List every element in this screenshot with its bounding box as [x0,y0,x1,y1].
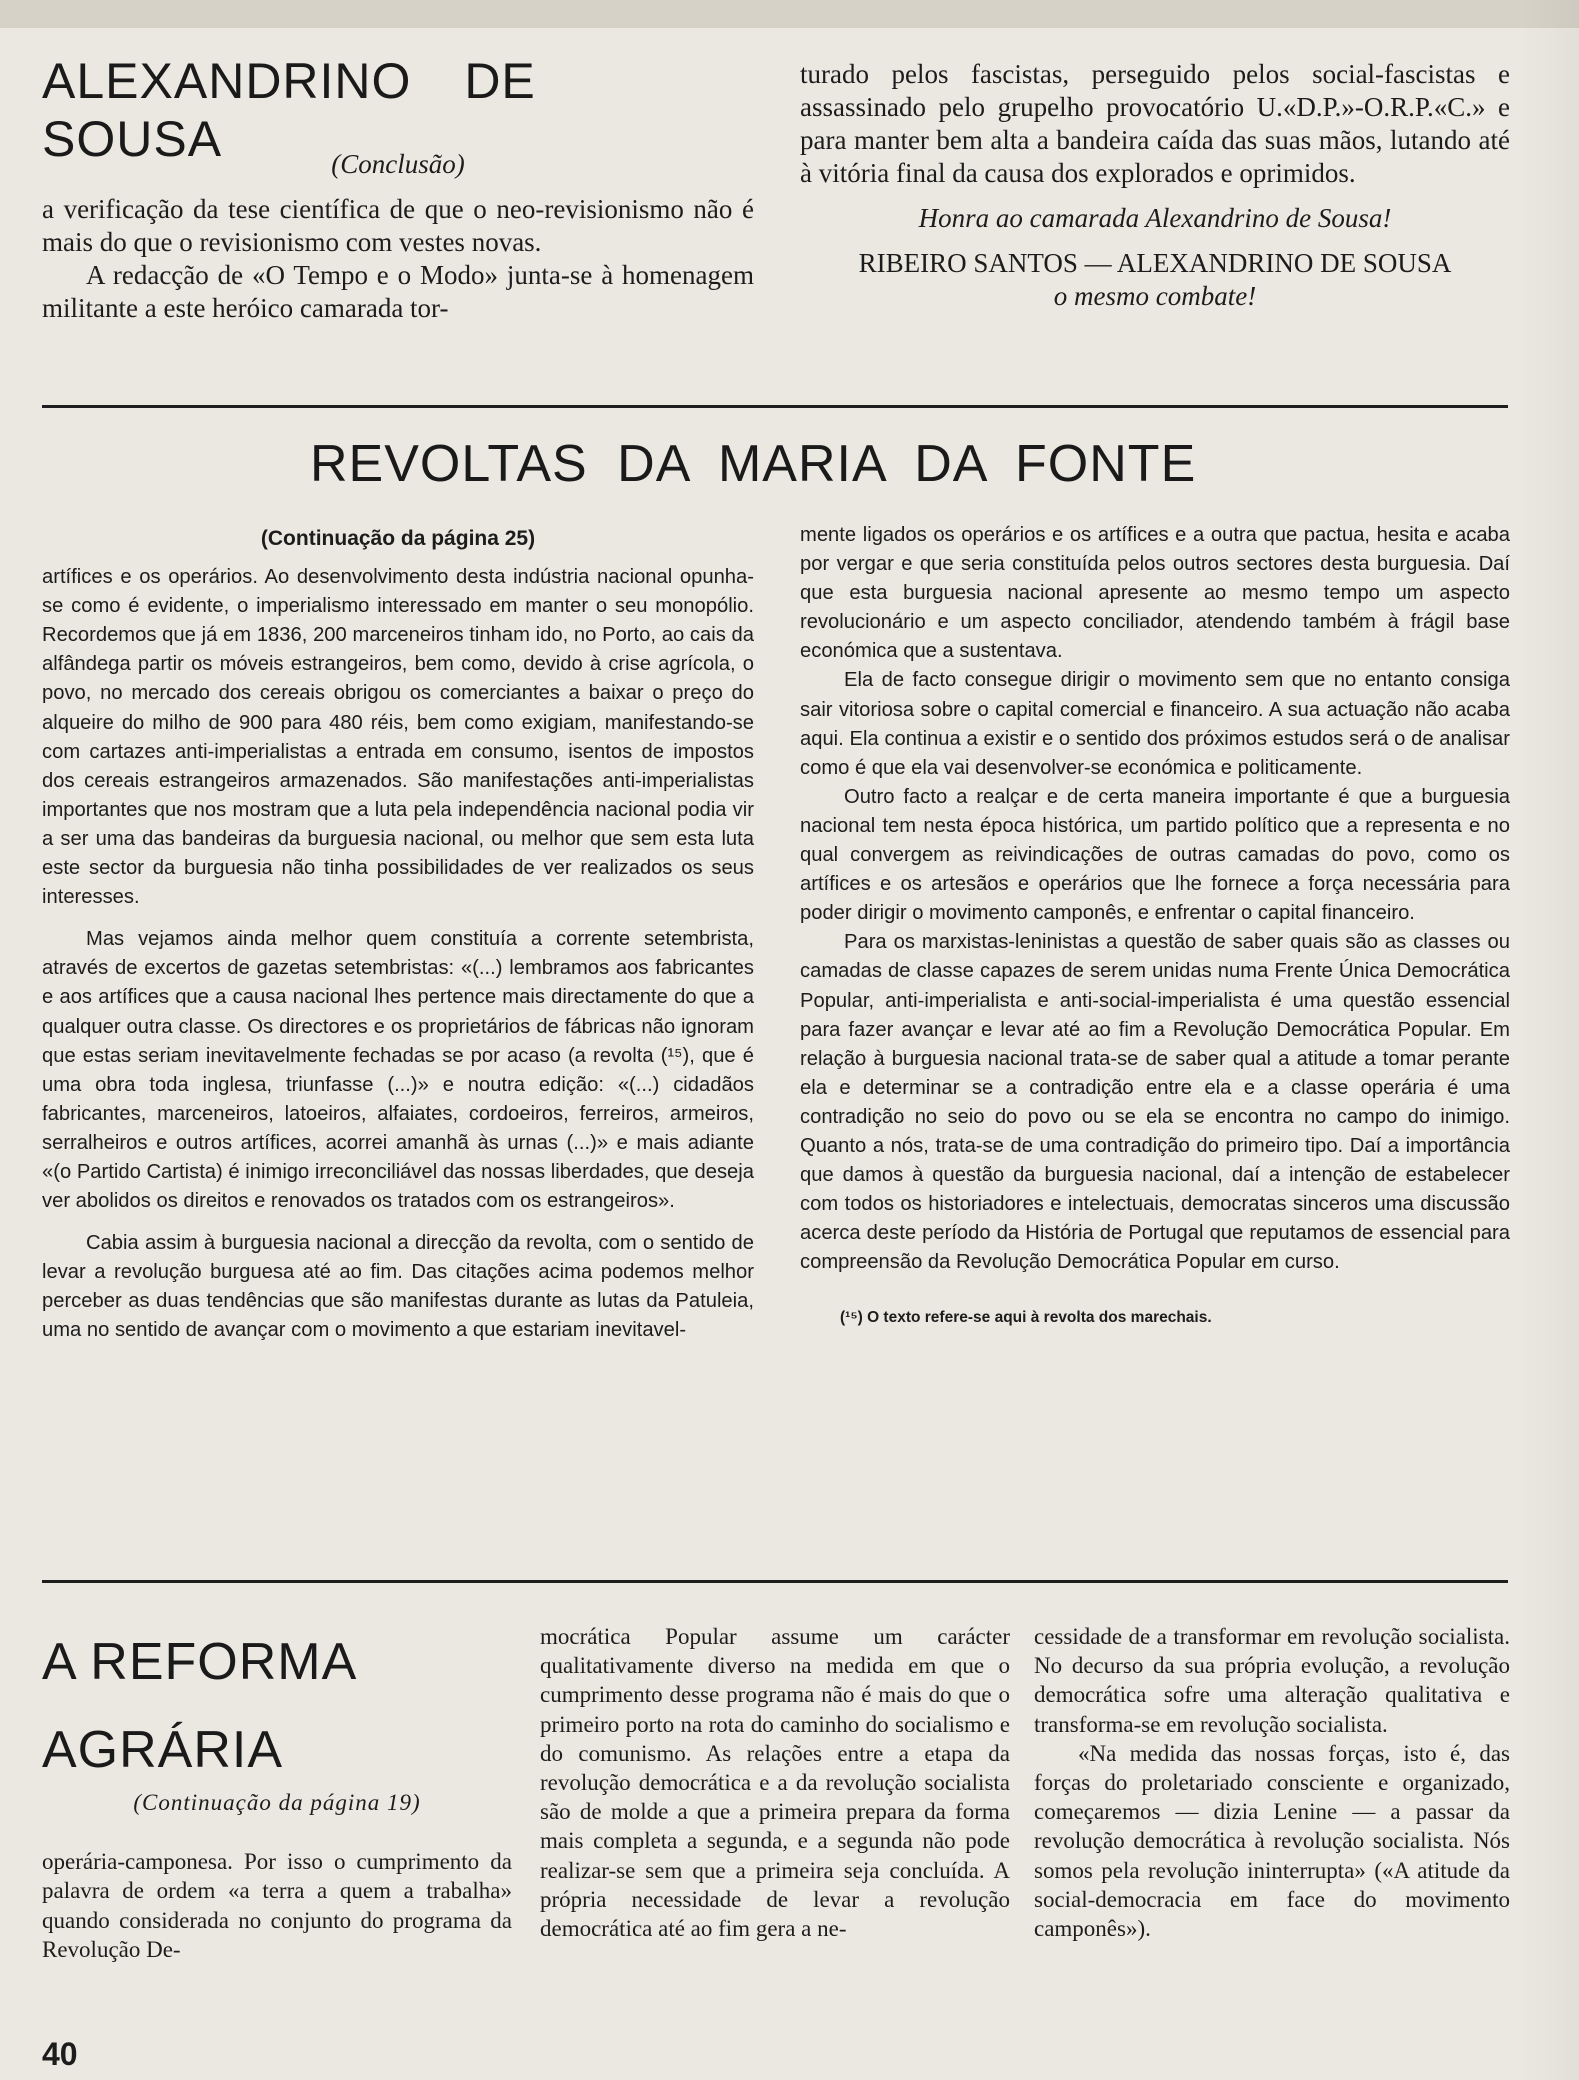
section1-paragraph-2: A redacção de «O Tempo e o Modo» junta-se à homenagem militante a este heróico camarada tor- [42,260,754,323]
section3-paragraph-2: mocrática Popular assume um carácter qualitativamente diverso na medida em que o cumprimento desse programa não é mais do que o primeiro porto na rota do caminho do socialismo e do comunismo. As relações entre a etapa da revolução democrática e a da revolução socialista são de molde a que a primeira prepara da forma mais completa a segunda, e a segunda não pode realizar-se sem que a primeira seja concluída. A própria necessidade de levar a revolução democrática até ao fim gera a ne- [540,1624,1010,1942]
section3-paragraph-4: «Na medida das nossas forças, isto é, das forças do proletariado consciente e organizado, começaremos — dizia Lenine — a passar da revolução democrática à revolução socialista. Nós somos pela revolução ininterrupta» («A atitude da social-democracia em face do movimento camponês»). [1034,1740,1510,1942]
section2-paragraph-4: mente ligados os operários e os artífices e a outra que pactua, hesita e acaba por vergar e que seria constituída pelos outros sectores desta burguesia. Daí que esta burguesia nacional apresente ao mesmo tempo um aspecto revolucionário e um aspecto conciliador, atendendo também à frágil base económica que a sustentava. [800,524,1510,663]
section2-title: REVOLTAS DA MARIA DA FONTE [310,435,1197,493]
section1-closing-line2: o mesmo combate! [1053,281,1257,311]
section2-paragraph-5: Ela de facto consegue dirigir o movimento sem que no entanto consiga sair vitoriosa sobre o capital comercial e financeiro. A sua actuação não acaba aqui. Ela continua a existir e o sentido dos próximos estudos será o de analisar como é que ela vai desenvolver-se económica e politicamente. [800,669,1510,779]
divider-rule-1 [42,405,1508,408]
section2-right-column [800,521,1510,1333]
section1-subtitle: (Conclusão) [331,149,465,179]
section2-left-column [42,524,754,1346]
section3-column-2 [540,1622,1010,1943]
top-print-band [0,0,1579,28]
section3-title-line1: A REFORMA [42,1633,358,1691]
section3-column-1 [42,1788,512,1964]
section2-footnote: (¹⁵) O texto refere-se aqui à revolta dos marechais. [840,1309,1212,1327]
section3-title-line2: AGRÁRIA [42,1721,284,1779]
section1-left-column [42,140,754,325]
section2-paragraph-3: Cabia assim à burguesia nacional a direcção da revolta, com o sentido de levar a revolução burguesa até ao fim. Das citações acima podemos melhor perceber as duas tendências que são manifestas durante as lutas da Patuleia, uma no sentido de avançar com o movimento a que estariam inevitavel- [42,1232,754,1342]
section1-paragraph-3: turado pelos fascistas, perseguido pelos social-fascistas e assassinado pelo grupelho provocatório U.«D.P.»-O.R.P.«C.» e para manter bem alta a bandeira caída das suas mãos, lutando até à vitória final da causa dos explorados e oprimidos. [800,59,1510,188]
section3-paragraph-3: cessidade de a transformar em revolução socialista. No decurso da sua própria evolução, a revolução democrática sofre uma alteração qualitativa e transforma-se em revolução socialista. [1034,1624,1510,1737]
section3-title [42,1618,462,1794]
section2-paragraph-6: Outro facto a realçar e de certa maneira importante é que a burguesia nacional tem nesta época histórica, um partido político que a representa e no qual convergem as reivindicações de outras camadas do povo, como os artífices e os artesãos e operários que lhe fornece a força necessária para poder dirigir o movimento camponês, e enfrentar o capital financeiro. [800,785,1510,925]
divider-rule-2 [42,1580,1508,1583]
page-number: 40 [42,2036,78,2072]
section2-subtitle: (Continuação da página 25) [260,527,536,550]
section2-paragraph-2: Mas vejamos ainda melhor quem constituía a corrente setembrista, através de excertos de gazetas setembristas: «(...) lembramos aos fabricantes e aos artífices que a causa nacional lhes pertence mais directamente do que a qualquer outra classe. Os directores e os proprietários de fábricas não ignoram que estas seriam inevitavelmente fechadas se por acaso (a revolta (¹⁵), que é uma obra toda inglesa, triunfasse (...)» e noutra edição: «(...) cidadãos fabricantes, marceneiros, latoeiros, alfaiates, cordoeiros, ferreiros, armeiros, serralheiros e outros artífices, acorrei amanhã às urnas (...)» e mais adiante «(o Partido Cartista) é inimigo irreconciliável das nossas liberdades, que deseja ver abolidos os direitos e renovados os tratados com os estrangeiros». [42,928,754,1213]
section2-paragraph-7: Para os marxistas-leninistas a questão de saber quais são as classes ou camadas de classe capazes de serem unidas numa Frente Única Democrática Popular, anti-imperialista e anti-social-imperialista é uma questão essencial para fazer avançar e levar até ao fim a Revolução Democrática Popular. Em relação à burguesia nacional trata-se de saber qual a atitude a tomar perante ela e determinar se a contradição entre ela e a classe operária é uma contradição no seio do povo ou se ela se encontra no campo do inimigo. Quanto a nós, trata-se de uma contradição do primeiro tipo. Daí a importância que damos à questão da burguesia nacional, daí a intenção de estabelecer com todos os historiadores e intelectuais, democratas sinceros uma discussão acerca deste período da História de Portugal que reputamos de essencial para compreensão da Revolução Democrática Popular em curso. [800,931,1510,1274]
section1-honra-line: Honra ao camarada Alexandrino de Sousa! [918,203,1392,233]
section1-closing-line1: RIBEIRO SANTOS — ALEXANDRINO DE SOUSA [858,248,1452,278]
section3-column-3 [1034,1622,1510,1943]
section1-right-column [800,58,1510,313]
section1-paragraph-1: a verificação da tese científica de que o neo-revisionismo não é mais do que o revisionismo com vestes novas. [42,194,754,257]
section3-paragraph-1: operária-camponesa. Por isso o cumprimento da palavra de ordem «a terra a quem a trabalha» quando considerada no conjunto do programa da Revolução De- [42,1849,512,1962]
section2-paragraph-1: artífices e os operários. Ao desenvolvimento desta indústria nacional opunha-se como é evidente, o imperialismo interessado em manter o seu monopólio. Recordemos que já em 1836, 200 marceneiros tinham ido, no Porto, ao cais da alfândega partir os móveis estrangeiros, bem como, devido à crise agrícola, o povo, no mercado dos cereais obrigou os comerciantes a baixar o preço do alqueire do milho de 900 para 480 réis, bem como exigiam, manifestando-se com cartazes anti-imperialistas a entrada em consumo, isentos de impostos dos cereais estrangeiros armazenados. São manifestações anti-imperialistas importantes que nos mostram que a luta pela independência nacional podia vir a ser uma das bandeiras da burguesia nacional, ou melhor que sem esta luta este sector da burguesia não tinha possibilidades de ver realizados os seus interesses. [42,566,754,909]
page-edge-shadow [1519,0,1579,2080]
section1-title: ALEXANDRINO DE SOUSA [42,53,536,167]
section3-subtitle: (Continuação da página 19) [133,1790,421,1815]
